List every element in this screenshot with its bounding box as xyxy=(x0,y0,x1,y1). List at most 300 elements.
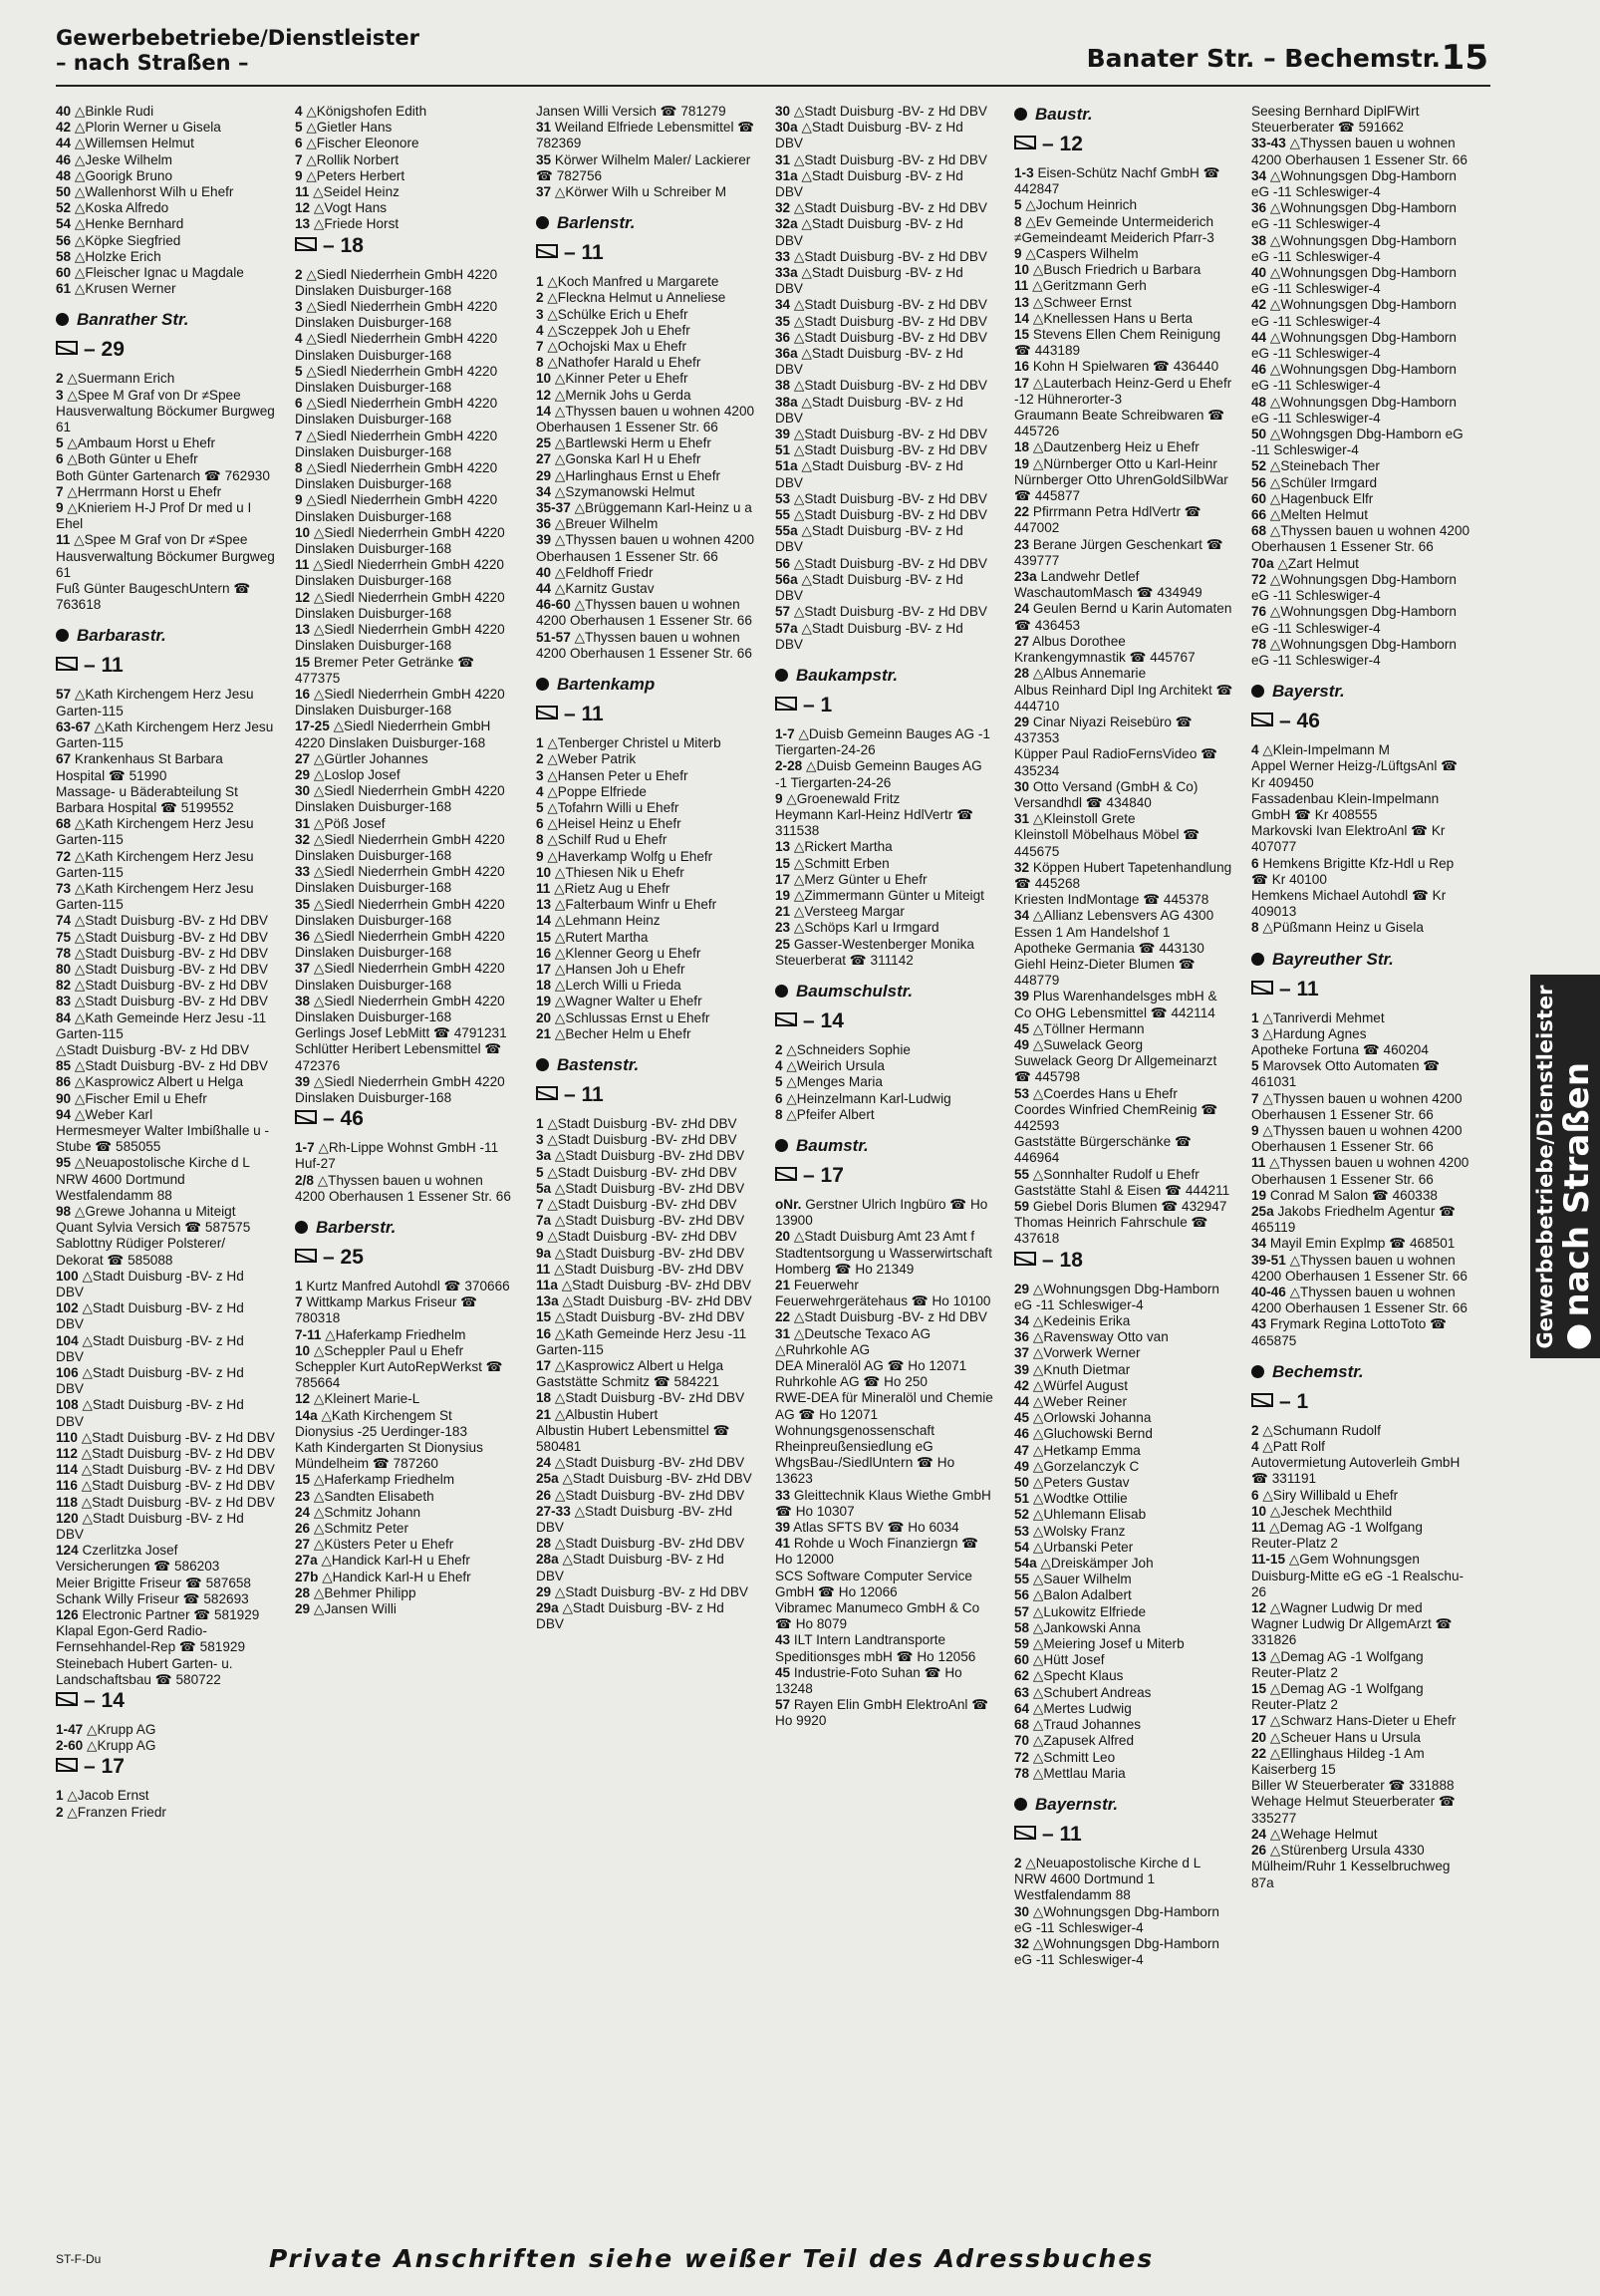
entry-text: △Kath Kirchengem Herz Jesu Garten-115 xyxy=(56,848,254,880)
directory-entry xyxy=(56,1430,275,1446)
house-number: 13 xyxy=(1251,1648,1267,1664)
street-name: Bayreuther Str. xyxy=(1272,949,1394,969)
house-number: 2 xyxy=(1251,1422,1259,1438)
house-number: 5 xyxy=(56,435,64,451)
house-number: 3 xyxy=(536,1132,544,1148)
entry-text: Geulen Bernd u Karin Automaten ☎ 436453 xyxy=(1014,601,1232,633)
entry-text: △Stadt Duisburg -BV- z Hd DBV xyxy=(793,507,987,523)
envelope-icon xyxy=(536,1086,558,1100)
house-number: 50 xyxy=(56,184,72,200)
directory-entry xyxy=(1251,1778,1470,1794)
entry-text: △Stadt Duisburg -BV- z Hd DBV xyxy=(56,1510,244,1543)
directory-entry xyxy=(1251,1504,1470,1520)
directory-entry xyxy=(536,597,755,629)
entry-text: △Stadt Duisburg -BV- z Hd DBV xyxy=(775,120,963,151)
entry-text: △Schubert Andreas xyxy=(1032,1684,1152,1700)
house-number: 39 xyxy=(536,532,552,548)
entry-text: Jakobs Friedhelm Agentur ☎ 465119 xyxy=(1251,1203,1457,1236)
directory-entry xyxy=(1014,1086,1233,1102)
house-number: 78 xyxy=(1014,1765,1030,1781)
house-number: 53 xyxy=(1014,1523,1030,1539)
entry-text: Rayen Elin GmbH ElektroAnl ☎ Ho 9920 xyxy=(775,1697,989,1729)
directory-entry xyxy=(295,1173,514,1205)
house-number: 39 xyxy=(1014,1361,1030,1377)
entry-text: △Stadt Duisburg -BV- z Hd DBV xyxy=(74,913,268,929)
directory-entry xyxy=(56,1543,275,1575)
directory-entry xyxy=(775,1488,994,1520)
house-number: 46-60 xyxy=(536,597,571,613)
street-name: Bartenkamp xyxy=(557,675,656,695)
bullet-icon xyxy=(1014,108,1027,121)
entry-text: △Stadt Duisburg -BV- zHd DBV xyxy=(547,1132,737,1148)
entry-text: △Kath Gemeinde Herz Jesu -11 Garten-115 xyxy=(56,1009,267,1041)
entry-text: △Wohnungsgen Dbg-Hamborn eG -11 Schleswiger-4 xyxy=(1251,167,1457,200)
directory-entry xyxy=(56,249,275,265)
house-number: 17 xyxy=(1251,1713,1267,1729)
envelope-icon xyxy=(1251,981,1273,995)
directory-entry xyxy=(536,735,755,751)
directory-entry xyxy=(56,1623,275,1655)
entry-text: △Merz Günter u Ehefr xyxy=(793,871,928,887)
entry-text: △Allianz Lebensvers AG 4300 Essen 1 Am Handelshof 1 xyxy=(1014,908,1214,940)
house-number: 5 xyxy=(1014,197,1022,213)
directory-entry xyxy=(295,1472,514,1488)
house-number: 9 xyxy=(1251,1122,1259,1138)
entry-text: Thomas Heinrich Fahrschule ☎ 437618 xyxy=(1014,1215,1208,1247)
entry-text: Albus Reinhard Dipl Ing Architekt ☎ 444710 xyxy=(1014,682,1233,714)
house-number: 56 xyxy=(775,555,791,571)
entry-text: △Wohnungsgen Dbg-Hamborn eG -11 Schleswiger-4 xyxy=(1014,1281,1219,1312)
entry-text: Gaststätte Stahl & Eisen ☎ 444211 xyxy=(1014,1182,1230,1198)
entry-text: △Kleinstoll Grete xyxy=(1032,811,1136,827)
entry-text: △Stadt Duisburg -BV- zHd DBV xyxy=(547,1196,737,1212)
house-number: 59 xyxy=(1014,1199,1030,1214)
entry-text: Heymann Karl-Heinz HdlVertr ☎ 311538 xyxy=(775,806,974,839)
street-heading xyxy=(1014,1794,1233,1816)
entry-text: △Ambaum Horst u Ehefr xyxy=(67,435,216,451)
entry-text: Stevens Ellen Chem Reinigung ☎ 443189 xyxy=(1014,327,1221,359)
entry-text: △Menges Maria xyxy=(786,1074,883,1090)
entry-text: △Groenewald Fritz xyxy=(786,790,901,806)
house-number: 4 xyxy=(295,331,303,347)
directory-entry xyxy=(775,378,994,394)
entry-text: △Töllner Hermann xyxy=(1032,1020,1145,1036)
directory-entry xyxy=(775,346,994,378)
postal-district xyxy=(295,1106,514,1132)
directory-entry xyxy=(775,120,994,151)
directory-entry xyxy=(1014,1556,1233,1572)
directory-entry xyxy=(1014,1717,1233,1733)
entry-text: △Thyssen bauen u wohnen 4200 Oberhausen 1 Essener Str. 66 xyxy=(1251,1090,1463,1122)
entry-text: △Dautzenberg Heiz u Ehefr xyxy=(1032,439,1200,455)
house-number: 42 xyxy=(1014,1377,1030,1393)
entry-text: △Stadt Duisburg -BV- zHd DBV xyxy=(554,1455,745,1471)
house-number: 33 xyxy=(775,1487,791,1503)
house-number: 36a xyxy=(775,346,798,362)
directory-entry xyxy=(536,274,755,290)
house-number: 53 xyxy=(1014,1085,1030,1101)
directory-entry xyxy=(775,937,994,969)
entry-text: △Siedl Niederrhein GmbH 4220 Dinslaken Duisburger-168 xyxy=(295,622,505,654)
house-number: 11 xyxy=(56,532,71,548)
entry-text: △Zapusek Alfred xyxy=(1032,1733,1135,1749)
entry-text: △Koska Alfredo xyxy=(74,200,169,216)
house-number: 37 xyxy=(1014,1345,1030,1361)
postal-district xyxy=(1251,977,1470,1003)
directory-entry xyxy=(1014,1604,1233,1620)
dash: – xyxy=(84,1689,102,1713)
house-number: 33-43 xyxy=(1251,136,1286,151)
directory-entry xyxy=(775,200,994,216)
footer-code: ST-F-Du xyxy=(56,2252,102,2266)
side-tab-line1: Gewerbebetriebe/Dienstleister xyxy=(1533,985,1557,1348)
directory-entry xyxy=(775,249,994,265)
entry-text: △Jeschek Mechthild xyxy=(1269,1503,1393,1519)
directory-entry xyxy=(775,1632,994,1664)
directory-entry xyxy=(56,216,275,232)
directory-entry xyxy=(1251,1439,1470,1455)
entry-text: △Schülke Erich u Ehefr xyxy=(547,306,688,322)
house-number: 11a xyxy=(536,1277,558,1292)
directory-entry xyxy=(295,364,514,396)
entry-text: △Hütt Josef xyxy=(1032,1652,1105,1668)
entry-text: Hermesmeyer Walter Imbißhalle u -Stube ☎ 585055 xyxy=(56,1122,270,1155)
directory-entry xyxy=(1251,475,1470,491)
dash: – xyxy=(84,1755,102,1779)
entry-text: △Siedl Niederrhein GmbH 4220 Dinslaken Duisburger-168 xyxy=(295,299,498,331)
dash: – xyxy=(1279,710,1297,733)
directory-entry xyxy=(295,816,514,832)
house-number: 12 xyxy=(536,387,552,403)
envelope-icon xyxy=(56,1692,78,1706)
entry-text: △Rietz Aug u Ehefr xyxy=(554,880,670,896)
entry-text: △Hardung Agnes xyxy=(1262,1025,1367,1041)
directory-entry xyxy=(775,491,994,507)
directory-entry xyxy=(295,1537,514,1553)
entry-text: Gasser-Westenberger Monika Steuerberat ☎ 311142 xyxy=(775,936,974,968)
entry-text: Landwehr Detlef WaschautomMasch ☎ 434949 xyxy=(1014,569,1202,601)
house-number: 27b xyxy=(295,1569,319,1584)
envelope-icon xyxy=(1014,1252,1036,1266)
entry-text: Apotheke Fortuna ☎ 460204 xyxy=(1251,1041,1429,1057)
house-number: 9 xyxy=(775,790,783,806)
directory-entry xyxy=(1014,472,1233,504)
entry-text: Kleinstoll Möbelhaus Möbel ☎ 445675 xyxy=(1014,827,1200,859)
directory-entry xyxy=(775,572,994,604)
house-number: 29a xyxy=(536,1600,559,1616)
directory-entry xyxy=(536,978,755,994)
street-heading xyxy=(1251,949,1470,971)
directory-entry xyxy=(295,429,514,460)
directory-entry xyxy=(775,807,994,839)
bullet-icon xyxy=(536,1058,549,1071)
directory-entry xyxy=(295,1391,514,1407)
house-number: 33 xyxy=(775,248,791,264)
entry-text: Krankenhaus St Barbara Hospital ☎ 51990 xyxy=(56,751,223,783)
house-number: 118 xyxy=(56,1494,78,1510)
house-number: 23 xyxy=(775,920,791,936)
envelope-icon xyxy=(775,1012,797,1026)
entry-text: △Kath Kirchengem St Dionysius -25 Uerdinger-183 xyxy=(295,1407,468,1439)
entry-text: △Thyssen bauen u wohnen 4200 Oberhausen 1 Essener Str. 66 xyxy=(1251,1122,1463,1155)
postal-district-number: 46 xyxy=(1296,710,1320,733)
entry-text: △Fleischer Ignac u Magdale xyxy=(74,265,244,281)
directory-entry xyxy=(1251,297,1470,329)
directory-entry xyxy=(1014,1652,1233,1668)
directory-entry xyxy=(1014,957,1233,989)
postal-district-number: 11 xyxy=(101,654,124,678)
house-number: 17 xyxy=(1014,375,1030,391)
house-number: 57a xyxy=(775,620,798,636)
house-number: 83 xyxy=(56,994,72,1009)
entry-text: △Gluchowski Bernd xyxy=(1032,1426,1153,1442)
dash: – xyxy=(564,703,582,726)
directory-entry xyxy=(775,1042,994,1058)
entry-text: △Kath Kirchengem Herz Jesu Garten-115 xyxy=(56,880,254,913)
directory-entry xyxy=(56,1397,275,1429)
house-number: 94 xyxy=(56,1106,72,1122)
entry-text: △Versteeg Margar xyxy=(793,904,905,920)
directory-entry xyxy=(536,849,755,865)
entry-text: △Stadt Duisburg -BV- z Hd DBV xyxy=(793,1309,987,1325)
house-number: 28 xyxy=(536,1536,552,1552)
entry-text: △Stadt Duisburg -BV- z Hd DBV xyxy=(793,200,987,216)
house-number: 16 xyxy=(536,945,552,961)
house-number: 45 xyxy=(775,1664,791,1680)
postal-district-number: 11 xyxy=(581,241,604,265)
house-number: 95 xyxy=(56,1155,72,1171)
entry-text: △Herrmann Horst u Ehefr xyxy=(67,483,222,499)
entry-text: △Brüggemann Karl-Heinz u a xyxy=(574,500,752,516)
directory-entry xyxy=(775,758,994,790)
entry-text: Both Günter Gartenarch ☎ 762930 xyxy=(56,467,270,483)
house-number: 55a xyxy=(775,523,798,539)
directory-entry xyxy=(536,1116,755,1132)
directory-entry xyxy=(1251,1794,1470,1826)
house-number: 60 xyxy=(1251,490,1267,506)
house-number: 55 xyxy=(775,507,791,523)
directory-entry xyxy=(295,396,514,428)
entry-text: △Hagenbuck Elfr xyxy=(1269,490,1374,506)
directory-entry xyxy=(1014,1167,1233,1183)
entry-text: △Siedl Niederrhein GmbH 4220 Dinslaken Duisburger-168 xyxy=(295,363,498,396)
postal-district-number: 17 xyxy=(820,1163,844,1187)
entry-text: △Wohnungsgen Dbg-Hamborn eG -11 Schleswiger-4 xyxy=(1251,329,1457,362)
directory-entry xyxy=(56,1607,275,1623)
entry-text: △Zart Helmut xyxy=(1277,555,1359,571)
directory-entry xyxy=(1251,556,1470,572)
entry-text: △Stadt Duisburg -BV- z Hd DBV xyxy=(775,346,963,378)
entry-text: △Pfeifer Albert xyxy=(786,1106,875,1122)
entry-text: △Lauterbach Heinz-Gerd u Ehefr -12 Hühnerorter-3 xyxy=(1014,375,1232,407)
directory-entry xyxy=(1014,1701,1233,1717)
directory-entry xyxy=(1251,330,1470,362)
entry-text: △Haverkamp Wolfg u Ehefr xyxy=(547,848,713,864)
directory-entry xyxy=(536,1358,755,1374)
entry-text: △Harlinghaus Ernst u Ehefr xyxy=(554,467,721,483)
directory-entry xyxy=(1251,1010,1470,1026)
house-number: 26 xyxy=(536,1487,552,1503)
directory-entry xyxy=(56,687,275,718)
entry-text: Berane Jürgen Geschenkart ☎ 439777 xyxy=(1014,536,1223,568)
directory-entry xyxy=(536,816,755,832)
house-number: 5 xyxy=(1251,1058,1259,1074)
directory-entry xyxy=(536,1504,755,1536)
street-heading xyxy=(56,625,275,647)
directory-entry xyxy=(775,523,994,555)
directory-entry xyxy=(56,930,275,946)
entry-text: Biller W Steuerberater ☎ 331888 xyxy=(1251,1778,1455,1794)
directory-entry xyxy=(1014,1572,1233,1587)
entry-text: △Weirich Ursula xyxy=(786,1058,885,1074)
directory-entry xyxy=(536,1423,755,1455)
postal-district xyxy=(775,1008,994,1034)
directory-entry xyxy=(1014,1362,1233,1378)
entry-text: △Steinebach Ther xyxy=(1269,458,1380,474)
house-number: 2 xyxy=(536,290,544,306)
directory-entry xyxy=(775,556,994,572)
entry-text: △Hetkamp Emma xyxy=(1032,1442,1141,1458)
directory-entry xyxy=(56,1656,275,1688)
entry-text: △Busch Friedrich u Barbara xyxy=(1032,262,1201,278)
house-number: 86 xyxy=(56,1074,72,1090)
directory-entry xyxy=(775,427,994,442)
house-number: 38a xyxy=(775,394,798,410)
house-number: 27a xyxy=(295,1553,318,1569)
street-heading xyxy=(295,1217,514,1239)
directory-entry xyxy=(536,930,755,946)
house-number: 51 xyxy=(775,442,791,458)
house-number: 8 xyxy=(775,1106,783,1122)
directory-entry xyxy=(56,1511,275,1543)
entry-text: △Stadt Duisburg -BV- z Hd DBV xyxy=(81,1429,275,1445)
directory-entry xyxy=(536,1010,755,1026)
directory-entry xyxy=(56,120,275,136)
directory-entry xyxy=(56,265,275,281)
directory-entry xyxy=(1251,1091,1470,1123)
house-number: 59 xyxy=(1014,1636,1030,1652)
directory-entry xyxy=(1251,1455,1470,1487)
house-number: 14a xyxy=(295,1407,318,1423)
house-number: 13 xyxy=(295,622,311,638)
directory-entry xyxy=(56,184,275,200)
postal-district-number: 1 xyxy=(820,693,833,717)
house-number: 56 xyxy=(1014,1587,1030,1603)
directory-entry xyxy=(56,1576,275,1591)
directory-entry xyxy=(775,1058,994,1074)
house-number: 12 xyxy=(295,1391,311,1407)
street-name: Bayerstr. xyxy=(1272,682,1345,702)
directory-entry xyxy=(1014,1587,1233,1603)
house-number: 7 xyxy=(295,428,303,443)
house-number: 44 xyxy=(1014,1394,1030,1410)
entry-text: △Uhlemann Elisab xyxy=(1032,1507,1147,1523)
directory-entry xyxy=(1014,1394,1233,1410)
directory-entry xyxy=(536,355,755,371)
directory-entry xyxy=(295,1294,514,1326)
envelope-icon xyxy=(295,1249,317,1263)
directory-entry xyxy=(775,458,994,490)
entry-text: Vibramec Manumeco GmbH & Co ☎ Ho 8079 xyxy=(775,1600,980,1632)
bullet-icon xyxy=(1251,1365,1264,1378)
directory-entry xyxy=(295,1408,514,1440)
house-number: 10 xyxy=(536,864,552,880)
entry-text: △Stadt Duisburg Amt 23 Amt f Stadtentsorgung u Wasserwirtschaft Homberg ☎ Ho 21349 xyxy=(775,1229,992,1277)
entry-text: Conrad M Salon ☎ 460338 xyxy=(1269,1187,1438,1203)
house-number: 15 xyxy=(1251,1681,1267,1697)
house-number: 1 xyxy=(56,1788,64,1804)
house-number: 57 xyxy=(56,687,72,703)
house-number: 52 xyxy=(56,200,72,216)
directory-entry xyxy=(1014,569,1233,601)
entry-text: Bremer Peter Getränke ☎ 477375 xyxy=(295,654,475,686)
entry-text: △Demag AG -1 Wolfgang Reuter-Platz 2 xyxy=(1251,1520,1423,1552)
house-number: 5 xyxy=(295,120,303,136)
house-number: 10 xyxy=(536,371,552,387)
house-number: 9a xyxy=(536,1245,552,1261)
house-number: 44 xyxy=(1251,329,1267,345)
entry-text: △Siedl Niederrhein GmbH 4220 Dinslaken Duisburger-168 xyxy=(295,460,498,492)
directory-entry xyxy=(295,1025,514,1041)
house-number: 22 xyxy=(1014,504,1030,520)
directory-entry xyxy=(1014,1199,1233,1215)
house-number: 20 xyxy=(775,1229,791,1245)
house-number: 50 xyxy=(1251,427,1267,442)
directory-entry xyxy=(56,1042,275,1058)
entry-text: △Stadt Duisburg -BV- z Hd DBV xyxy=(74,978,268,994)
entry-text: △Goorigk Bruno xyxy=(74,167,173,183)
entry-text: △Ravensway Otto van xyxy=(1032,1329,1169,1345)
entry-text: △Siedl Niederrhein GmbH 4220 Dinslaken Duisburger-168 xyxy=(295,492,498,524)
house-number: 72 xyxy=(1014,1749,1030,1765)
directory-entry xyxy=(1251,1204,1470,1236)
directory-entry xyxy=(1014,989,1233,1020)
house-number: 1 xyxy=(536,1115,544,1131)
directory-entry xyxy=(536,404,755,435)
house-number: 28a xyxy=(536,1552,559,1568)
dash: – xyxy=(564,241,582,265)
house-number: 45 xyxy=(1014,1410,1030,1426)
house-number: 34 xyxy=(1251,1236,1267,1252)
entry-text: △Spee M Graf von Dr ≠Spee Hausverwaltung Böckumer Burgweg 61 xyxy=(56,532,275,580)
house-number: 12 xyxy=(1251,1600,1267,1616)
entry-text: △Schmitt Leo xyxy=(1032,1749,1116,1765)
directory-entry xyxy=(536,1026,755,1042)
entry-text: △Wohnungsgen Dbg-Hamborn eG -11 Schleswiger-4 xyxy=(1251,362,1457,394)
house-number: 80 xyxy=(56,961,72,977)
directory-entry xyxy=(1014,811,1233,827)
directory-entry xyxy=(1014,1021,1233,1037)
house-number: 57 xyxy=(1014,1603,1030,1619)
envelope-icon xyxy=(1014,1826,1036,1840)
entry-text: △Wohnungsgen Dbg-Hamborn eG -11 Schleswiger-4 xyxy=(1251,232,1457,264)
directory-entry xyxy=(775,1520,994,1536)
directory-entry xyxy=(536,1229,755,1245)
directory-entry xyxy=(1251,920,1470,936)
street-heading xyxy=(536,1054,755,1076)
entry-text: △Becher Helm u Ehefr xyxy=(554,1025,691,1041)
directory-entry xyxy=(56,1269,275,1300)
directory-entry xyxy=(56,468,275,484)
directory-entry xyxy=(1014,197,1233,213)
directory-entry xyxy=(295,687,514,718)
entry-text: Wagner Ludwig Dr AllgemArzt ☎ 331826 xyxy=(1251,1616,1453,1648)
entry-text: △Schmitz Johann xyxy=(313,1504,421,1520)
directory-entry xyxy=(1251,362,1470,394)
directory-entry xyxy=(56,104,275,120)
house-number: 100 xyxy=(56,1268,79,1284)
entry-text: △Siedl Niederrhein GmbH 4220 Dinslaken Duisburger-168 xyxy=(295,961,505,993)
